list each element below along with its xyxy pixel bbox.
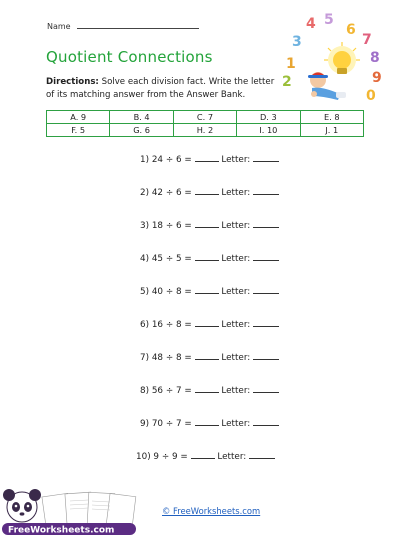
answer-bank-row	[47, 124, 364, 137]
problem-item	[140, 252, 279, 264]
problem-expression: 8) 56 ÷ 7 =	[140, 386, 192, 396]
problem-item	[140, 186, 279, 198]
page-title: Quotient Connections	[46, 48, 213, 66]
letter-blank[interactable]	[253, 186, 279, 195]
letter-label: Letter:	[221, 155, 251, 165]
answer-blank[interactable]	[195, 318, 219, 327]
letter-blank[interactable]	[253, 153, 279, 162]
answer-bank-cell: H. 2	[173, 124, 236, 137]
directions-text: Solve each division fact. Write the letter of its matching answer from the Answer Bank.	[46, 77, 275, 100]
letter-blank[interactable]	[253, 318, 279, 327]
letter-label: Letter:	[221, 287, 251, 297]
letter-label: Letter:	[217, 452, 247, 462]
problem-item	[140, 219, 279, 231]
name-blank	[77, 20, 199, 29]
kid-lightbulb-illustration	[282, 8, 388, 108]
freeworksheets-logo	[0, 487, 140, 539]
answer-blank[interactable]	[195, 417, 219, 426]
answer-bank-cell: J. 1	[300, 124, 363, 137]
digit: 5	[324, 12, 334, 28]
problem-item	[140, 351, 279, 363]
answer-blank[interactable]	[195, 153, 219, 162]
answer-blank[interactable]	[195, 351, 219, 360]
answer-bank-cell: F. 5	[47, 124, 110, 137]
name-row	[47, 20, 199, 31]
letter-blank[interactable]	[253, 384, 279, 393]
answer-bank-cell: E. 8	[300, 111, 363, 124]
answer-bank-cell: I. 10	[237, 124, 300, 137]
answer-bank-cell: D. 3	[237, 111, 300, 124]
problem-expression: 3) 18 ÷ 6 =	[140, 221, 192, 231]
problem-expression: 7) 48 ÷ 8 =	[140, 353, 192, 363]
answer-bank-cell: A. 9	[47, 111, 110, 124]
digit: 8	[370, 50, 380, 66]
letter-blank[interactable]	[253, 417, 279, 426]
digit: 1	[286, 56, 296, 72]
answer-bank-cell: G. 6	[110, 124, 173, 137]
digit: 9	[372, 70, 382, 86]
letter-label: Letter:	[221, 419, 251, 429]
letter-blank[interactable]	[249, 450, 275, 459]
letter-label: Letter:	[221, 320, 251, 330]
letter-blank[interactable]	[253, 219, 279, 228]
problem-expression: 2) 42 ÷ 6 =	[140, 188, 192, 198]
directions-label: Directions:	[46, 77, 99, 87]
answer-bank	[46, 110, 364, 137]
answer-blank[interactable]	[191, 450, 215, 459]
problem-expression: 1) 24 ÷ 6 =	[140, 155, 192, 165]
directions	[46, 76, 276, 101]
problem-expression: 5) 40 ÷ 8 =	[140, 287, 192, 297]
letter-label: Letter:	[221, 353, 251, 363]
problem-expression: 6) 16 ÷ 8 =	[140, 320, 192, 330]
answer-blank[interactable]	[195, 285, 219, 294]
problem-item	[140, 417, 279, 429]
problem-item	[140, 384, 279, 396]
answer-blank[interactable]	[195, 384, 219, 393]
letter-label: Letter:	[221, 386, 251, 396]
digit: 4	[306, 16, 316, 32]
problem-item	[140, 318, 279, 330]
digit: 0	[366, 88, 376, 104]
letter-blank[interactable]	[253, 252, 279, 261]
problem-item	[140, 285, 279, 297]
problem-expression: 9) 70 ÷ 7 =	[140, 419, 192, 429]
letter-label: Letter:	[221, 254, 251, 264]
answer-blank[interactable]	[195, 219, 219, 228]
letter-blank[interactable]	[253, 285, 279, 294]
digit: 7	[362, 32, 372, 48]
answer-blank[interactable]	[195, 186, 219, 195]
problem-item	[140, 153, 279, 165]
problem-item	[136, 450, 275, 462]
digit: 6	[346, 22, 356, 38]
logo-text: FreeWorksheets.com	[8, 525, 115, 536]
letter-blank[interactable]	[253, 351, 279, 360]
answer-bank-cell: C. 7	[173, 111, 236, 124]
letter-label: Letter:	[221, 221, 251, 231]
name-label: Name	[47, 22, 71, 31]
letter-label: Letter:	[221, 188, 251, 198]
digit: 2	[282, 74, 292, 90]
answer-bank-cell: B. 4	[110, 111, 173, 124]
digit: 3	[292, 34, 302, 50]
footer-link[interactable]: © FreeWorksheets.com	[162, 506, 261, 516]
answer-blank[interactable]	[195, 252, 219, 261]
problem-expression: 4) 45 ÷ 5 =	[140, 254, 192, 264]
problem-expression: 10) 9 ÷ 9 =	[136, 452, 188, 462]
answer-bank-row	[47, 111, 364, 124]
